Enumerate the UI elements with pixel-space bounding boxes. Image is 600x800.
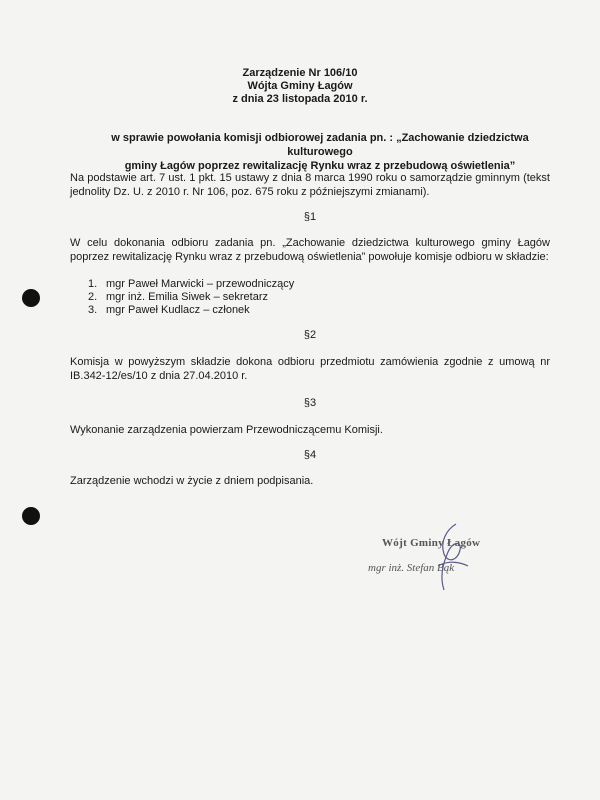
section-3-text: Wykonanie zarządzenia powierzam Przewodniczącemu Komisji. <box>70 424 383 436</box>
stamp-name: mgr inż. Stefan Bąk <box>368 562 455 574</box>
document-header <box>0 67 600 106</box>
preamble: Na podstawie art. 7 ust. 1 pkt. 15 ustawy z dnia 8 marca 1990 roku o samorządzie gminnym (tekst jednolity Dz. U. z 2010 r. Nr 106, poz. 675 roku z późniejszymi zmianami). <box>70 172 550 198</box>
punch-hole-top <box>22 289 40 307</box>
section-2-text: Komisja w powyższym składzie dokona odbioru przedmiotu zamówienia zgodnie z umową nr IB.342-12/es/10 z dnia 27.04.2010 r. <box>70 356 550 382</box>
decree-date: z dnia 23 listopada 2010 r. <box>232 93 368 105</box>
section-1-text: W celu dokonania odbioru zadania pn. „Zachowanie dziedzictwa kulturowego gminy Łagów poprzez rewitalizację Rynku wraz z przebudową oświetlenia” powołuje komisje odbioru w składzie: <box>70 237 550 263</box>
list-item-number: 3. <box>88 304 98 316</box>
list-item-text: mgr inż. Emilia Siwek – sekretarz <box>106 291 268 303</box>
punch-hole-bottom <box>22 507 40 525</box>
subject-line-2: gminy Łagów poprzez rewitalizację Rynku wraz z przebudową oświetlenia” <box>124 160 516 172</box>
section-3-mark: §3 <box>303 397 317 409</box>
list-item-number: 2. <box>88 291 98 303</box>
list-item-text: mgr Paweł Kudlacz – członek <box>106 304 250 316</box>
subject-line-1: w sprawie powołania komisji odbiorowej zadania pn. : „Zachowanie dziedzictwa kulturowego <box>111 132 529 158</box>
list-item <box>88 278 294 291</box>
list-item <box>88 291 294 304</box>
list-item <box>88 304 294 317</box>
decree-subject <box>80 131 560 173</box>
issuer: Wójta Gminy Łagów <box>247 80 353 92</box>
list-item-number: 1. <box>88 278 98 290</box>
section-4-mark: §4 <box>303 449 317 461</box>
decree-number: Zarządzenie Nr 106/10 <box>242 67 358 79</box>
section-1-mark: §1 <box>303 211 317 223</box>
signature-icon <box>418 520 478 600</box>
list-item-text: mgr Paweł Marwicki – przewodniczący <box>106 278 295 290</box>
stamp-title: Wójt Gminy Łagów <box>382 537 481 549</box>
committee-members <box>88 278 294 317</box>
section-4-text: Zarządzenie wchodzi w życie z dniem podpisania. <box>70 475 314 487</box>
section-2-mark: §2 <box>303 329 317 341</box>
